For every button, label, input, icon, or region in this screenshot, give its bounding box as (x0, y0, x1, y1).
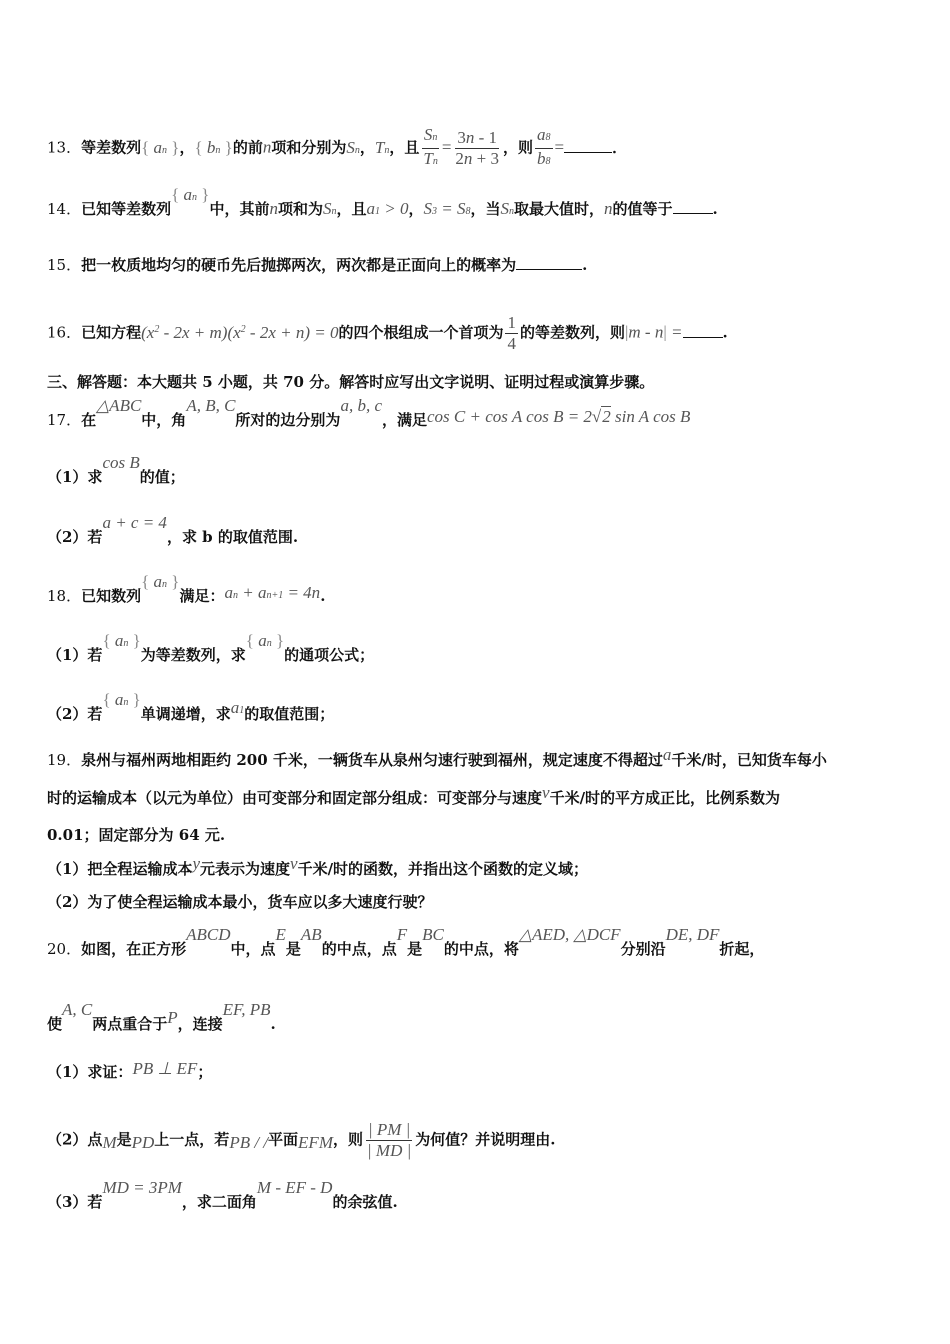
q15-answer-blank (516, 269, 582, 270)
q20-part-2: （2）点M是PD上一点，若PB / /平面EFM，则 $\frac{| PM |}{| MD |}$ 为何值？并说明理由. (47, 1120, 556, 1160)
question-15: 15．把一枚质地均匀的硬币先后抛掷两次，两次都是正面向上的概率为 . (47, 256, 588, 274)
q16-answer-blank (683, 337, 723, 338)
q14-answer-blank (673, 213, 713, 214)
section-3-heading: 三、解答题：本大题共 5 小题，共 70 分。解答时应写出文字说明、证明过程或演算步骤。 (47, 373, 655, 391)
question-13: 13．等差数列{ an }，{ bn }的前n项和分别为Sn，Tn，且 $\frac{Sn}{Tn}$ = $\frac{3n - 1}{2n + 3}$ ，则 $\frac{a8}{b8}$ = ． (47, 125, 627, 172)
q18-part-1: （1）若{ an }为等差数列，求{ an }的通项公式； (47, 631, 375, 664)
question-19-line-2: 时的运输成本（以元为单位）由可变部分和固定部分组成：可变部分与速度v千米/时的平方成正比，比例系数为 (47, 783, 781, 807)
q13-number: 13． (47, 138, 82, 157)
question-17: 17．在△ABC中，角A, B, C所对的边分别为a, b, c，满足cos C + cos A cos B = 2√2 sin A cos B (47, 396, 691, 429)
q17-part-1: （1）求cos B的值； (47, 453, 185, 486)
q13-answer-blank (564, 152, 612, 153)
q13-fraction-a8-b8: $\frac{a8}{b8}$ (537, 125, 551, 168)
q19-part-2: （2）为了使全程运输成本最小，货车应以多大速度行驶？ (47, 893, 433, 911)
q20-part-3: （3）若MD = 3PM，求二面角M - EF - D的余弦值. (47, 1178, 398, 1211)
question-20-line-1: 20．如图，在正方形ABCD中，点E是AB的中点，点F是BC的中点，将△AED, △DCF分别沿DE, DF折起， (47, 925, 765, 958)
q17-part-2: （2）若a + c = 4，求 b 的取值范围. (47, 513, 299, 546)
question-14: 14．已知等差数列{ an }中，其前n项和为Sn，且a1 > 0，S3 = S8，当Sn取最大值时，n的值等于 . (47, 185, 718, 218)
q18-part-2: （2）若{ an }单调递增，求a1的取值范围； (47, 690, 335, 723)
q13-fraction-sn-tn: $\frac{Sn}{Tn}$ (423, 125, 438, 168)
question-20-line-2: 使A, C两点重合于P，连接EF, PB. (47, 1000, 276, 1033)
question-16: 16．已知方程$(x^2 - 2x + m)(x^2 - 2x + n) = 0$的四个根组成一个首项为 $\frac{1}{4}$ 的等差数列，则|m - n| = . (47, 313, 728, 353)
q20-fraction-pm-md: $\frac{| PM |}{| MD |}$ (367, 1120, 412, 1160)
q20-part-1: （1）求证：PB ⊥ EF； (47, 1059, 213, 1081)
q16-fraction-one-quarter: $\frac{1}{4}$ (507, 313, 516, 353)
question-19-line-3: 0.01；固定部分为 64 元. (47, 826, 226, 844)
q19-part-1: （1）把全程运输成本y元表示为速度v千米/时的函数，并指出这个函数的定义域； (47, 854, 589, 878)
question-19-line-1: 19．泉州与福州两地相距约 200 千米，一辆货车从泉州匀速行驶到福州，规定速度不得超过a千米/时，已知货车每小 (47, 745, 827, 769)
question-18: 18．已知数列{ an }满足：an + an+1 = 4n. (47, 572, 326, 605)
